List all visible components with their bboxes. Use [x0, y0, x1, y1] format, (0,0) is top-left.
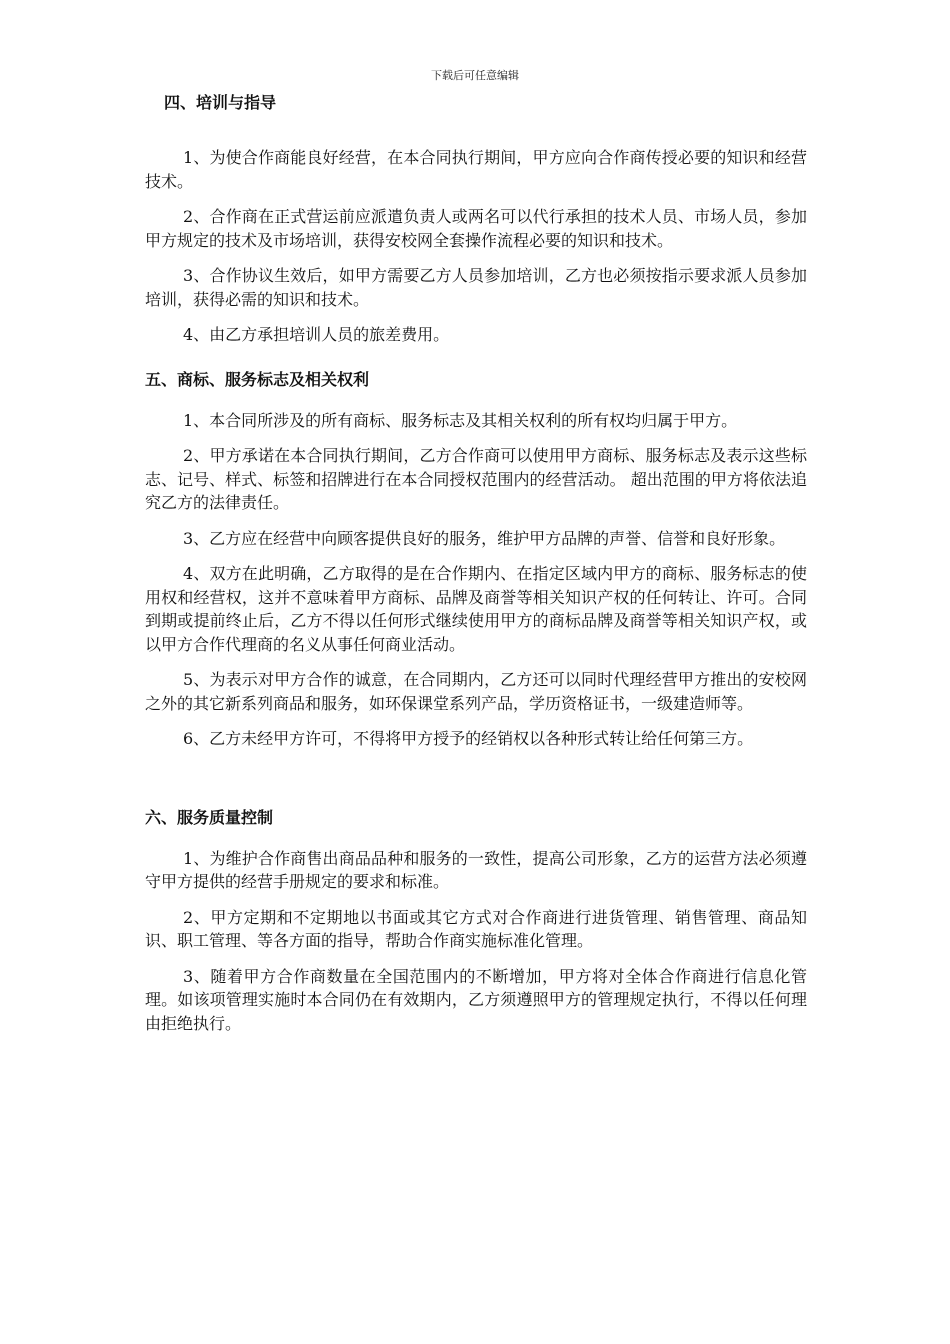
paragraph: 4、双方在此明确，乙方取得的是在合作期内、在指定区域内甲方的商标、服务标志的使用权和经营权，这并不意味着甲方商标、品牌及商誉等相关知识产权的任何转让、许可。合同到期或提前终止后，乙方不得以任何形式继续使用甲方的商标品牌及商誉等相关知识产权，或以甲方合作代理商的名义从事任何商业活动。 — [145, 564, 807, 654]
header-note: 下载后可任意编辑 — [431, 69, 519, 82]
section-title-trademark: 五、商标、服务标志及相关权利 — [145, 369, 370, 389]
paragraph: 1、为使合作商能良好经营，在本合同执行期间，甲方应向合作商传授必要的知识和经营技术。 — [145, 148, 807, 191]
paragraph: 3、随着甲方合作商数量在全国范围内的不断增加，甲方将对全体合作商进行信息化管理。如该项管理实施时本合同仍在有效期内，乙方须遵照甲方的管理规定执行，不得以任何理由拒绝执行。 — [145, 966, 807, 1033]
paragraph: 2、合作商在正式营运前应派遣负责人或两名可以代行承担的技术人员、市场人员，参加甲方规定的技术及市场培训，获得安校网全套操作流程必要的知识和技术。 — [145, 207, 807, 250]
paragraph: 2、甲方定期和不定期地以书面或其它方式对合作商进行进货管理、销售管理、商品知识、职工管理、等各方面的指导，帮助合作商实施标准化管理。 — [145, 907, 807, 950]
paragraph: 3、乙方应在经营中向顾客提供良好的服务，维护甲方品牌的声誉、信誉和良好形象。 — [183, 528, 786, 548]
paragraph: 3、合作协议生效后，如甲方需要乙方人员参加培训，乙方也必须按指示要求派人员参加培训，获得必需的知识和技术。 — [145, 266, 807, 309]
section-title-training: 四、培训与指导 — [164, 93, 277, 112]
paragraph: 4、由乙方承担培训人员的旅差费用。 — [183, 325, 450, 344]
paragraph: 2、甲方承诺在本合同执行期间，乙方合作商可以使用甲方商标、服务标志及表示这些标志、记号、样式、标签和招牌进行在本合同授权范围内的经营活动。 超出范围的甲方将依法追究乙方的法律责任。 — [145, 446, 807, 512]
paragraph: 6、乙方未经甲方许可，不得将甲方授予的经销权以各种形式转让给任何第三方。 — [183, 729, 754, 748]
paragraph: 1、为维护合作商售出商品品种和服务的一致性，提高公司形象，乙方的运营方法必须遵守甲方提供的经营手册规定的要求和标准。 — [145, 848, 807, 891]
paragraph: 5、为表示对甲方合作的诚意，在合同期内，乙方还可以同时代理经营甲方推出的安校网之外的其它新系列商品和服务，如环保课堂系列产品，学历资格证书，一级建造师等。 — [145, 670, 807, 713]
document-body — [145, 90, 807, 1035]
paragraph: 1、本合同所涉及的所有商标、服务标志及其相关权利的所有权均归属于甲方。 — [183, 410, 738, 430]
section-title-quality-control: 六、服务质量控制 — [145, 807, 274, 827]
